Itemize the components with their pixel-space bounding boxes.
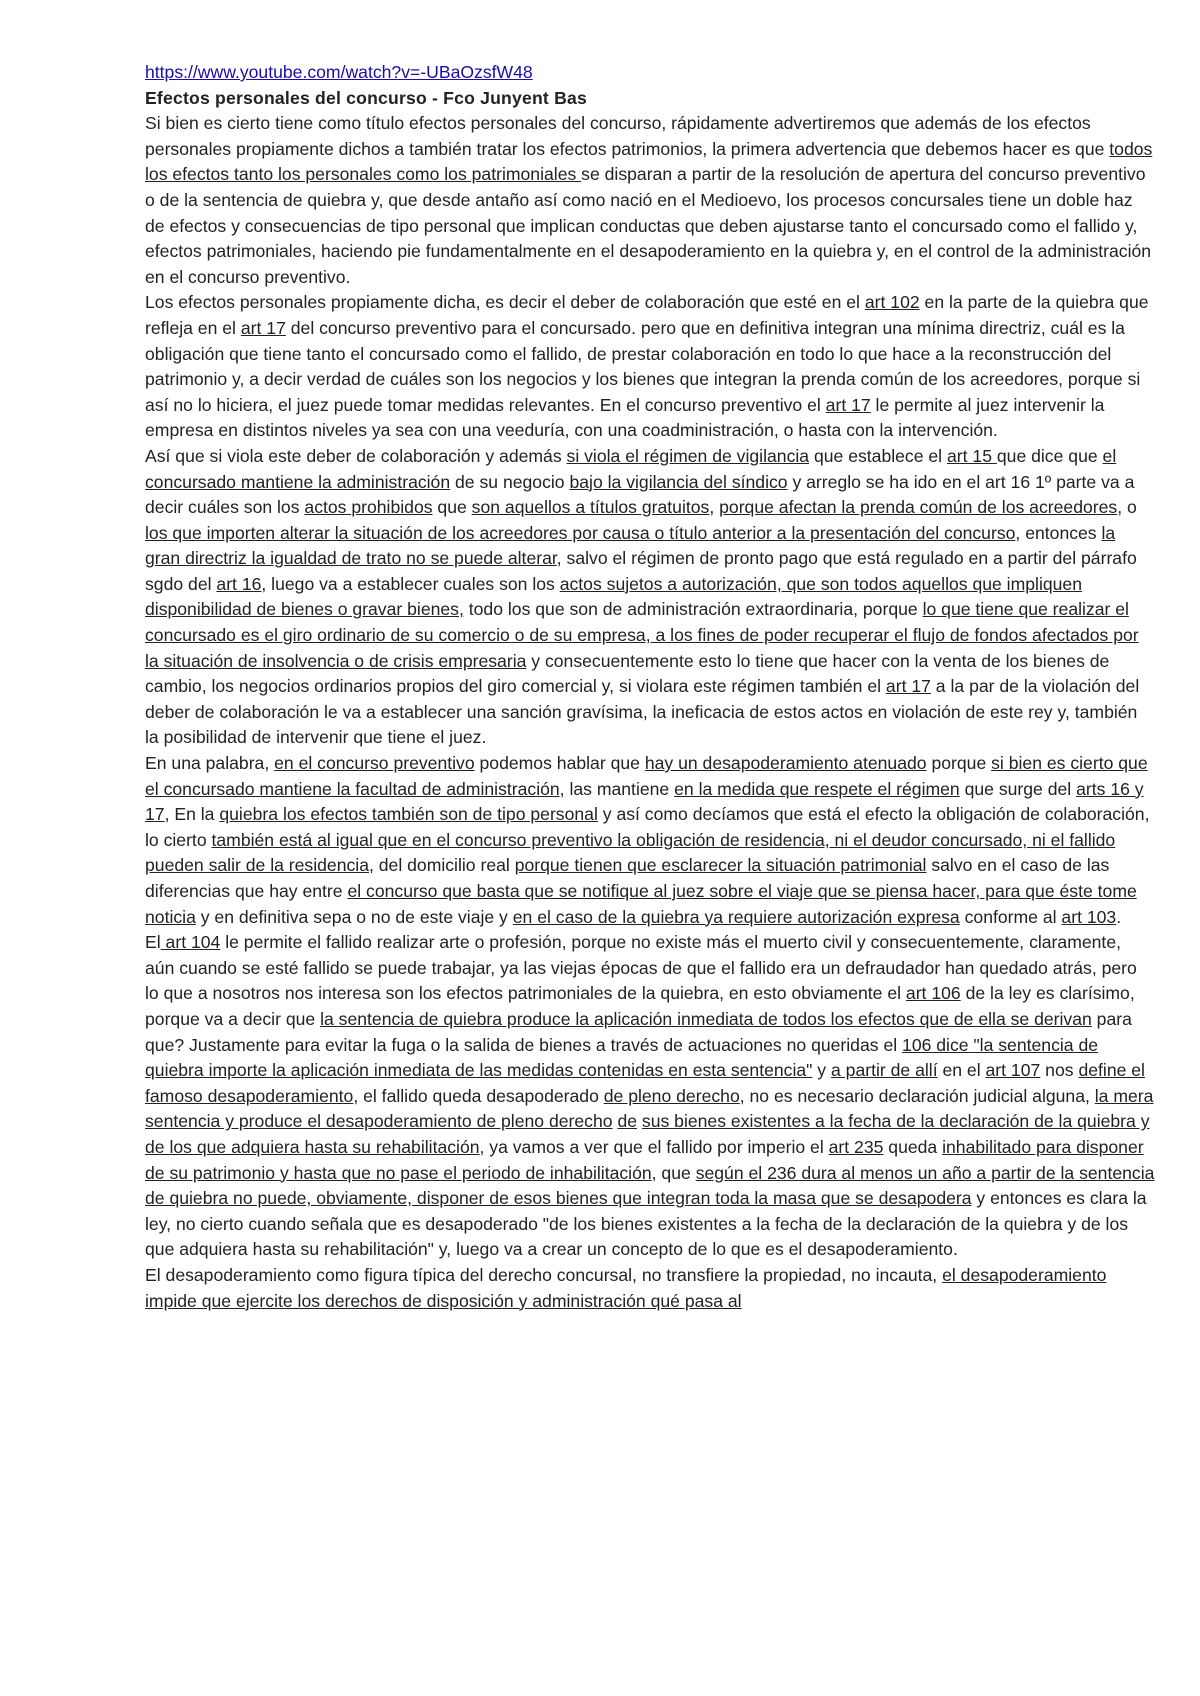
- text-segment: Los efectos personales propiamente dicha, es decir el deber de colaboración que esté en el: [145, 292, 865, 313]
- body-paragraph: [145, 111, 1155, 290]
- text-segment: y consecuentemente esto lo tiene que hacer con la venta de los bienes de cambio, los negocios ordinarios propios del giro comercial y, si violara este régimen también el: [145, 650, 1110, 697]
- underlined-text: art 106: [905, 983, 961, 1004]
- underlined-text: también está al igual que en el concurso preventivo la obligación de residencia, ni el deudor concursado, ni el fallido pueden salir de la residencia: [145, 829, 1116, 876]
- underlined-text: si viola el régimen de vigilancia: [566, 445, 810, 466]
- text-segment: en la parte de la quiebra que refleja en el: [145, 292, 1149, 338]
- underlined-text: art 102: [864, 292, 920, 313]
- text-segment: de la ley es clarísimo, porque va a decir que: [145, 983, 1135, 1029]
- text-segment: , o: [1117, 497, 1137, 518]
- underlined-text: de pleno derecho: [603, 1085, 740, 1106]
- underlined-text: de: [617, 1111, 638, 1132]
- text-segment: Así que si viola este deber de colaboración y además: [145, 445, 567, 466]
- text-segment: se disparan a partir de la resolución de apertura del concurso preventivo o de la sentencia de quiebra y, que desde antaño así como nació en el Medioevo, los procesos concursales tiene un doble haz de efectos y consecuencias de tipo personal que implican conductas que deben ajustarse tanto el concursado como el fallido y, efectos patrimoniales, haciendo pie fundamentalmente en el desapoderamiento en la quiebra y, en el control de la administración en el concurso preventivo.: [145, 164, 1152, 287]
- underlined-text: todos los efectos tanto los personales como los patrimoniales: [145, 138, 1153, 185]
- text-segment: , del domicilio real: [368, 855, 515, 876]
- underlined-text: el concursado mantiene la administración: [145, 445, 1117, 492]
- body-paragraph: [145, 290, 1155, 444]
- body-paragraph: [145, 930, 1155, 1263]
- underlined-text: art 107: [985, 1060, 1041, 1081]
- underlined-text: según el 236 dura al menos un año a partir de la sentencia de quiebra no puede, obviamente, disponer de esos bienes que integran toda la masa que se desapodera: [145, 1162, 1155, 1209]
- text-segment: , no es necesario declaración judicial alguna,: [739, 1085, 1095, 1106]
- text-segment: , el fallido queda desapoderado: [353, 1085, 604, 1106]
- text-segment: de su negocio: [450, 471, 570, 492]
- text-segment: y así como decíamos que está el efecto la obligación de colaboración, lo cierto: [145, 804, 1150, 850]
- underlined-text: bajo la vigilancia del síndico: [569, 471, 788, 492]
- underlined-text: a partir de allí: [830, 1060, 938, 1081]
- underlined-text: define el famoso desapoderamiento: [145, 1060, 1145, 1106]
- underlined-text: el concurso que basta que se notifique al juez sobre el viaje que se piensa hacer, para que éste tome noticia: [145, 881, 1137, 927]
- text-segment: le permite al juez intervenir la empresa en distintos niveles ya sea con una veeduría, con una coadministración, o hasta con la intervención.: [145, 394, 1105, 441]
- body-paragraph: [145, 444, 1155, 751]
- text-segment: Si bien es cierto tiene como título efectos personales del concurso, rápidamente advertiremos que además de los efectos personales propiamente dichos a también tratar los efectos patrimonios, la primera advertencia que debemos hacer es que: [145, 113, 1110, 159]
- text-segment: le permite el fallido realizar arte o profesión, porque no existe más el muerto civil y consecuentemente, claramente, aún cuando se esté fallido se puede trabajar, ya las viejas épocas de que el fallido era un defraudador han quedado atrás, pero lo que a nosotros nos interesa son los efectos patrimoniales de la quiebra, en esto obviamente el: [145, 932, 1137, 1004]
- underlined-text: si bien es cierto que el concursado mantiene la facultad de administración,: [145, 753, 1148, 799]
- text-segment: para que? Justamente para evitar la fuga o la salida de bienes a través de actuaciones no queridas el: [145, 1008, 1132, 1055]
- document-body: [145, 111, 1155, 1314]
- underlined-text: en el concurso preventivo: [274, 753, 475, 774]
- body-paragraph: [145, 751, 1155, 930]
- text-segment: que establece el: [809, 445, 947, 466]
- text-segment: , que: [651, 1162, 696, 1183]
- underlined-text: el desapoderamiento impide que ejercite los derechos de disposición y administración qué pasa al: [145, 1264, 1107, 1311]
- underlined-text: en el caso de la quiebra ya requiere autorización expresa: [512, 906, 960, 927]
- underlined-text: los que importen alterar la situación de los acreedores por causa o título anterior a la presentación del concurso: [145, 522, 1016, 543]
- underlined-text: son aquellos a títulos gratuitos: [471, 497, 710, 518]
- text-segment: del concurso preventivo para el concursado. pero que en definitiva integran una mínima directriz, cuál es la obligación que tiene tanto el concursado como el fallido, de prestar colaboración en todo lo que hace a la reconstrucción del patrimonio y, a decir verdad de cuáles son los negocios y los bienes que integran la prenda común de los acreedores, porque si así no lo hiciera, el juez puede tomar medidas relevantes. En el concurso preventivo el: [145, 317, 1141, 415]
- underlined-text: 106 dice "la sentencia de quiebra importe la aplicación inmediata de las medidas contenidas en esta sentencia": [145, 1034, 1099, 1081]
- underlined-text: art 235: [828, 1136, 884, 1157]
- text-segment: conforme al: [959, 906, 1062, 927]
- underlined-text: la sentencia de quiebra produce la aplicación inmediata de todos los efectos que de ella se derivan: [320, 1008, 1092, 1029]
- underlined-text: la gran directriz la igualdad de trato no se puede alterar: [145, 522, 1116, 569]
- underlined-text: arts 16 y 17: [145, 778, 1144, 825]
- text-segment: y arreglo se ha ido en el art 16 1º parte va a decir cuáles son los: [145, 471, 1135, 518]
- text-segment: El: [145, 932, 161, 953]
- underlined-text: actos sujetos a autorización, que son todos aquellos que impliquen disponibilidad de bienes o gravar bienes,: [145, 573, 1082, 620]
- text-segment: , En la: [164, 804, 220, 825]
- text-segment: ,: [709, 497, 720, 518]
- text-segment: nos: [1040, 1060, 1079, 1081]
- text-segment: que dice que: [996, 445, 1103, 466]
- text-segment: y en definitiva sepa o no de este viaje y: [195, 906, 513, 927]
- text-segment: El desapoderamiento como figura típica del derecho concursal, no transfiere la propiedad, no incauta,: [145, 1264, 943, 1285]
- underlined-text: actos prohibidos: [304, 497, 433, 518]
- text-segment: a la par de la violación del deber de colaboración le va a establecer una sanción gravísima, la ineficacia de estos actos en violación de este rey y, también la posibilidad de intervenir que tiene el juez.: [145, 676, 1140, 748]
- underlined-text: art 17: [885, 676, 931, 697]
- underlined-text: sus bienes existentes a la fecha de la declaración de la quiebra y de los que adquiera hasta su rehabilitación: [145, 1111, 1150, 1157]
- text-segment: salvo en el caso de las diferencias que hay entre: [145, 855, 1110, 901]
- text-segment: , luego va a establecer cuales son los: [261, 573, 560, 594]
- text-segment: En una palabra,: [145, 753, 275, 774]
- underlined-text: porque tienen que esclarecer la situación patrimonial: [514, 855, 927, 876]
- underlined-text: lo que tiene que realizar el concursado es el giro ordinario de su comercio o de su empresa, a los fines de poder recuperar el flujo de fondos afectados por la situación de insolvencia o de crisis empresaria: [145, 599, 1139, 671]
- underlined-text: art 104: [160, 932, 221, 953]
- underlined-text: porque afectan la prenda común de los acreedores: [719, 497, 1118, 518]
- document-title: Efectos personales del concurso - Fco Junyent Bas: [145, 87, 587, 108]
- text-segment: queda: [883, 1136, 943, 1157]
- text-segment: que: [432, 497, 472, 518]
- underlined-text: art 103: [1061, 906, 1117, 927]
- text-segment: .: [1116, 906, 1122, 927]
- underlined-text: art 17: [240, 317, 286, 338]
- text-segment: , entonces: [1015, 522, 1102, 543]
- underlined-text: quiebra los efectos también son de tipo personal: [219, 804, 598, 825]
- document-page: [145, 60, 1155, 1314]
- underlined-text: en la medida que respete el régimen: [674, 778, 960, 799]
- text-segment: , ya vamos a ver que el fallido por imperio el: [479, 1136, 829, 1157]
- body-paragraph: [145, 1263, 1155, 1314]
- text-segment: y entonces es clara la ley, no cierto cuando señala que es desapoderado "de los bienes existentes a la fecha de la declaración de la quiebra y de los que adquiera hasta su rehabilitación" y, luego va a crear un concepto de lo que es el desapoderamiento.: [145, 1188, 1147, 1260]
- text-segment: que surge del: [959, 778, 1077, 799]
- text-segment: en el: [937, 1060, 986, 1081]
- text-segment: y: [812, 1060, 831, 1081]
- text-segment: todo los que son de administración extraordinaria, porque: [463, 599, 923, 620]
- text-segment: porque: [926, 753, 992, 774]
- underlined-text: hay un desapoderamiento atenuado: [644, 753, 927, 774]
- underlined-text: art 15: [946, 445, 997, 466]
- text-segment: podemos hablar que: [474, 753, 645, 774]
- underlined-text: inhabilitado para disponer de su patrimonio y hasta que no pase el periodo de inhabilitación: [145, 1136, 1144, 1183]
- youtube-link[interactable]: https://www.youtube.com/watch?v=-UBaOzsfW48: [145, 62, 533, 82]
- text-segment: , salvo el régimen de pronto pago que está regulado en a partir del párrafo sgdo del: [145, 548, 1137, 594]
- underlined-text: art 16: [216, 573, 262, 594]
- underlined-text: art 17: [825, 394, 871, 415]
- underlined-text: la mera sentencia y produce el desapoderamiento de pleno derecho: [145, 1085, 1154, 1132]
- text-segment: las mantiene: [564, 778, 675, 799]
